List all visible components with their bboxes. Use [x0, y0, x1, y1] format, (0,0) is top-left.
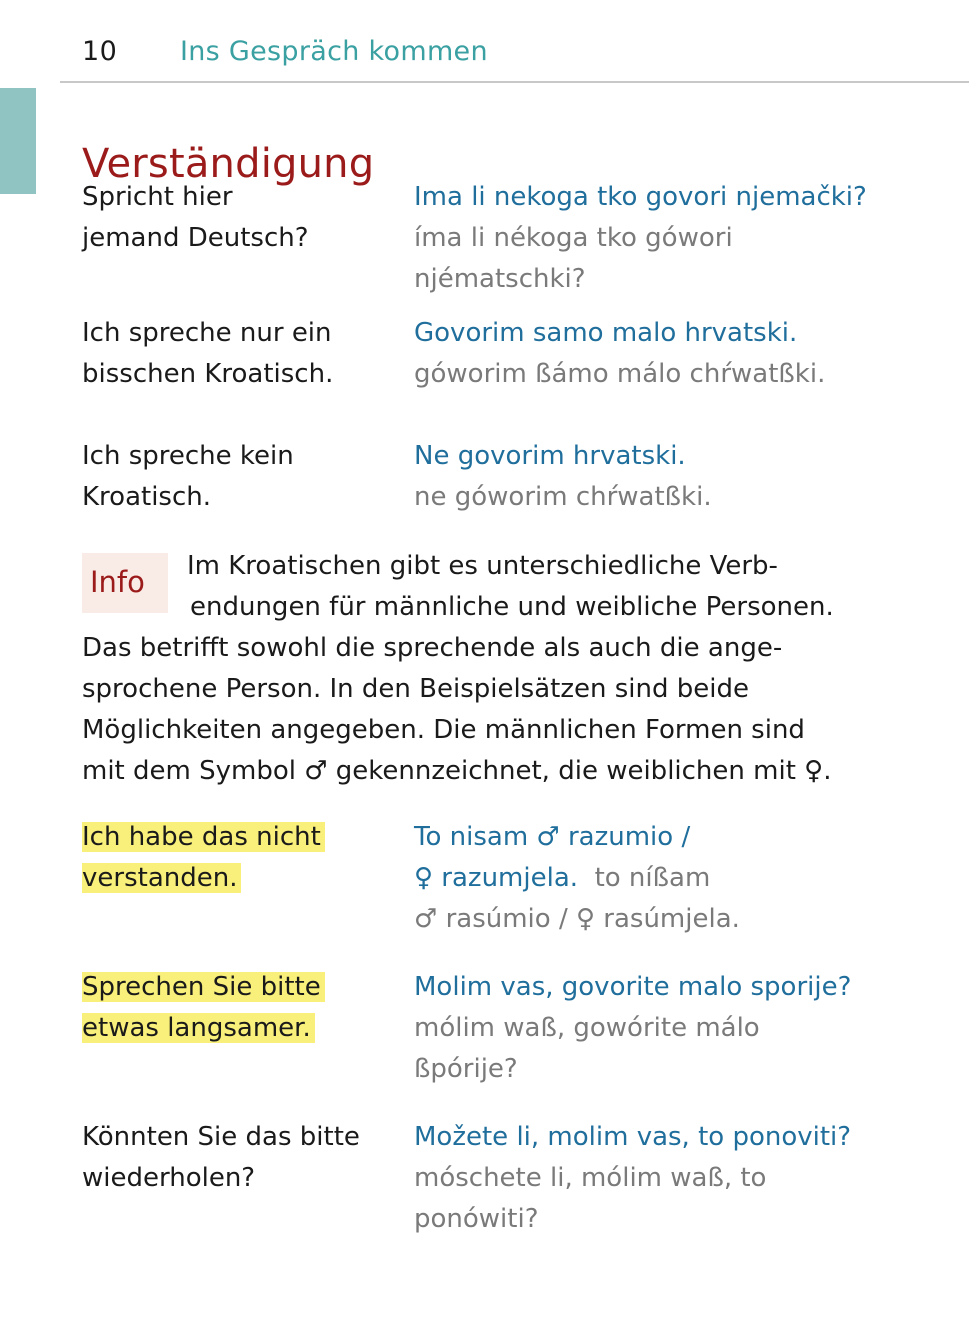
pronunciation: móschete li, mólim waß, to: [414, 1163, 767, 1193]
pronunciation: ponówiti?: [414, 1204, 539, 1234]
page-number: 10: [82, 36, 118, 67]
croatian-phrase: Ne govorim hrvatski.: [414, 441, 686, 471]
translation: [414, 967, 934, 1090]
croatian-phrase: Govorim samo malo hrvatski.: [414, 318, 798, 348]
german-phrase-highlighted: Sprechen Sie bitte etwas langsamer.: [82, 967, 402, 1049]
german-phrase: Ich spreche nur ein bisschen Kroatisch.: [82, 318, 334, 389]
german-phrase-highlighted: Ich habe das nicht verstanden.: [82, 817, 402, 899]
german-phrase: Könnten Sie das bitte wiederholen?: [82, 1122, 360, 1193]
chapter-tab-marker: [0, 88, 36, 194]
pronunciation: njématschki?: [414, 264, 586, 294]
croatian-phrase: ♀ razumjela.: [414, 863, 579, 893]
page-header: [0, 0, 969, 84]
running-title: Ins Gespräch kommen: [180, 36, 488, 67]
translation: [414, 313, 934, 395]
translation: [414, 1117, 934, 1240]
info-badge: [82, 553, 168, 613]
pronunciation: ne góworim chŕwatßki.: [414, 482, 712, 512]
pronunciation: ßpórije?: [414, 1054, 518, 1084]
german-phrase: Ich spreche kein Kroatisch.: [82, 441, 294, 512]
croatian-phrase: Molim vas, govorite malo sporije?: [414, 972, 852, 1002]
info-label: Info: [90, 565, 145, 599]
translation: [414, 436, 934, 518]
croatian-phrase: Možete li, molim vas, to ponoviti?: [414, 1122, 852, 1152]
translation: [414, 817, 934, 940]
croatian-phrase: Ima li nekoga tko govori njemački?: [414, 182, 867, 212]
pronunciation: to níßam: [594, 863, 711, 893]
pronunciation: ♂ rasúmio / ♀ rasúmjela.: [414, 904, 740, 934]
section-title: Verständigung: [82, 140, 375, 187]
info-text: Das betrifft sowohl die sprechende als auch die ange- sprochene Person. In den Beispielsätzen sind beide Möglichkeiten angegeben. Die männlichen Formen sind mit dem Symbol ♂ gekennzeichnet, die weiblichen mit ♀.: [82, 633, 832, 786]
german-phrase: Spricht hier jemand Deutsch?: [82, 182, 309, 253]
info-text-indented: Im Kroatischen gibt es unterschiedliche Verb- endungen für männliche und weibliche Personen.: [187, 551, 834, 622]
translation: [414, 177, 934, 300]
pronunciation: íma li nékoga tko gówori: [414, 223, 733, 253]
pronunciation: góworim ßámo málo chŕwatßki.: [414, 359, 826, 389]
header-rule: [60, 81, 969, 83]
pronunciation: mólim waß, gowórite málo: [414, 1013, 760, 1043]
croatian-phrase: To nisam ♂ razumio /: [414, 822, 691, 852]
